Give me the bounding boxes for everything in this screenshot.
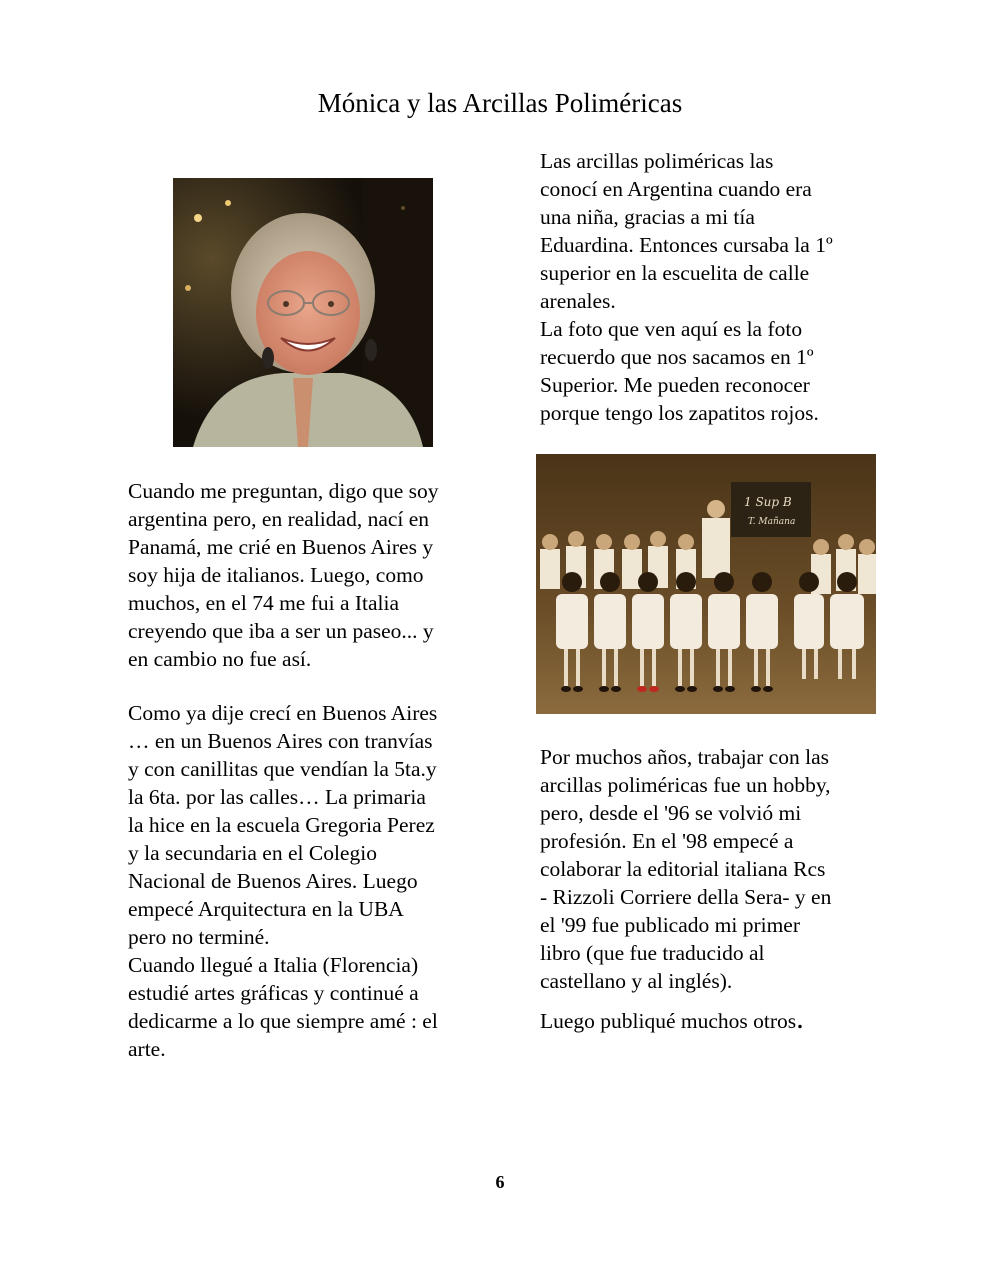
childhood-paragraph: Como ya dije crecí en Buenos Aires … en un Buenos Aires con tranvías y con canillitas que vendían la 5ta.y la 6ta. por las calles… La primaria la hice en la escuela Gregoria Perez y la secundaria en el Colegio Nacional de Buenos Aires. Luego empecé Arquitectura en la UBA pero no terminé. Cuando llegué a Italia (Florencia) estudié artes gráficas y continué a dedicarme a lo que siempre amé : el arte.: [128, 701, 438, 1061]
page-number: 6: [495, 1172, 505, 1192]
page-title: Mónica y las Arcillas Poliméricas: [317, 88, 683, 118]
board-text-line2: T. Mañana: [748, 517, 796, 527]
closing-text: Luego publiqué muchos otros: [540, 1009, 797, 1033]
closing-line: [540, 1002, 900, 1035]
background-paragraph: Cuando me preguntan, digo que soy argentina pero, en realidad, nací en Panamá, me crié en Buenos Aires y soy hija de italianos. Luego, como muchos, en el 74 me fui a Italia creyendo que iba a ser un paseo... y en cambio no fue así.: [128, 479, 439, 671]
closing-period: .: [796, 1002, 804, 1035]
intro-paragraph: Las arcillas poliméricas las conocí en Argentina cuando era una niña, gracias a mi tía Eduardina. Entonces cursaba la 1º superior en la escuelita de calle arenales. La foto que ven aquí es la foto recuerdo que nos sacamos en 1º Superior. Me pueden reconocer porque tengo los zapatitos rojos.: [540, 149, 833, 425]
portrait-photo: [173, 178, 433, 447]
board-text-line1: 1 Sup B: [744, 495, 792, 509]
class-photo: [536, 454, 876, 714]
career-paragraph: Por muchos años, trabajar con las arcillas poliméricas fue un hobby, pero, desde el '96 se volvió mi profesión. En el '98 empecé a colaborar la editorial italiana Rcs - Rizzoli Corriere della Sera- y en el '99 fue publicado mi primer libro (que fue traducido al castellano y al inglés).: [540, 745, 832, 993]
